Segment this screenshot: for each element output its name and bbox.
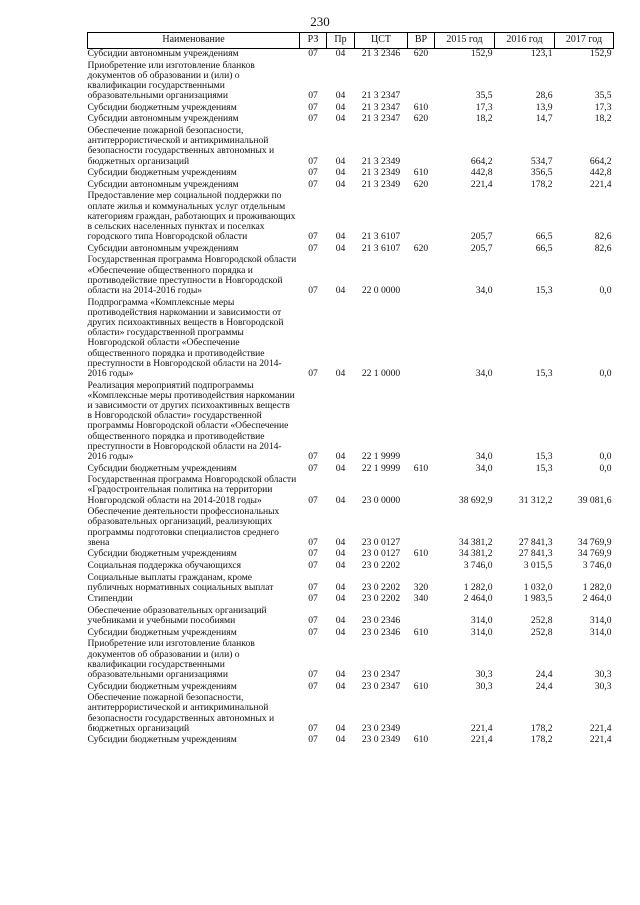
row-2016: 24,4 <box>535 680 553 692</box>
row-2015: 205,7 <box>470 242 493 254</box>
row-2016: 66,5 <box>535 231 553 243</box>
row-cst: 23 0 2202 <box>361 581 401 593</box>
row-2016: 178,2 <box>530 722 553 734</box>
row-2015: 314,0 <box>470 626 493 638</box>
row-vr <box>408 561 435 573</box>
row-cst: 23 0 2202 <box>361 593 401 605</box>
row-2015: 18,2 <box>475 113 493 125</box>
row-rz: 07 <box>308 231 318 243</box>
row-pr: 04 <box>335 90 346 102</box>
row-name <box>88 606 300 628</box>
row-name-text: Субсидии бюджетным учреждениям <box>87 548 237 560</box>
row-2016: 27 841,3 <box>518 536 553 548</box>
row-pr: 04 <box>335 178 346 190</box>
row-pr: 04 <box>335 155 346 167</box>
row-2016: 24,4 <box>535 668 553 680</box>
row-name-text: Подпрограмма «Комплексные меры противодействия наркомании и зависимости от других психоактивных веществ в Новгородской области» государственной программы Новгородской области «Обеспечение общественного порядка и противодействие преступности в Новгородской области на 2014-2016 годы» <box>87 296 284 379</box>
row-rz: 07 <box>308 462 318 474</box>
row-rz: 07 <box>308 734 318 746</box>
row-name <box>88 639 300 681</box>
row-vr: 320 <box>413 581 429 593</box>
row-2015: 3 746,0 <box>463 560 493 571</box>
row-2015: 34 381,2 <box>458 536 493 548</box>
row-rz: 07 <box>308 368 318 379</box>
row-rz: 07 <box>308 722 318 734</box>
row-vr: 610 <box>413 626 429 638</box>
row-2015: 221,4 <box>470 734 493 746</box>
table-row <box>88 298 614 381</box>
row-pr: 04 <box>335 668 346 680</box>
row-2016: 3 015,5 <box>523 560 553 571</box>
row-name <box>88 255 300 297</box>
table-row <box>88 475 614 507</box>
row-name-text: Субсидии бюджетным учреждениям <box>87 734 237 746</box>
row-name-text: Социальная поддержка обучающихся <box>87 560 242 571</box>
row-2015: 34,0 <box>475 451 493 463</box>
header-name: Наименование <box>88 33 300 49</box>
row-pr: 04 <box>335 581 346 593</box>
row-cst: 23 0 0000 <box>361 494 401 506</box>
header-2015: 2015 год <box>435 33 495 49</box>
row-cst: 21 3 2347 <box>361 90 401 102</box>
row-2017: 314,0 <box>589 626 612 638</box>
table-row <box>88 49 614 61</box>
row-name-text: Субсидии автономным учреждениям <box>87 178 239 190</box>
row-rz: 07 <box>308 284 318 296</box>
row-vr: 610 <box>413 462 429 474</box>
row-name <box>88 298 300 381</box>
row-2015: 30,3 <box>475 668 493 680</box>
row-2017: 18,2 <box>594 113 612 125</box>
row-2016: 13,9 <box>535 101 553 113</box>
row-pr: 04 <box>335 451 346 463</box>
row-rz: 07 <box>308 668 318 680</box>
row-rz: 07 <box>308 581 318 593</box>
row-2016: 66,5 <box>535 242 553 254</box>
row-2015: 34,0 <box>475 462 493 474</box>
row-2016: 27 841,3 <box>518 548 553 560</box>
row-2015: 34,0 <box>475 368 493 379</box>
row-name-text: Реализация мероприятий подпрограммы «Комплексные меры противодействия наркомании и зависимости от других психоактивных веществ в Новгородской области» государственной программы Новгородской области «Обеспечение общественного порядка и противодействие преступности в Новгородской области на 2014-2016 годы» <box>87 379 295 463</box>
row-cst: 21 3 6107 <box>361 242 401 254</box>
row-2015: 1 282,0 <box>463 581 493 593</box>
row-rz: 07 <box>308 178 318 190</box>
row-name-text: Социальные выплаты гражданам, кроме публичных нормативных социальных выплат <box>87 571 274 593</box>
row-pr: 04 <box>335 536 346 548</box>
row-2017: 314,0 <box>589 615 612 627</box>
table-row <box>88 693 614 735</box>
row-2017: 30,3 <box>594 680 612 692</box>
row-2016: 252,8 <box>530 626 553 638</box>
row-vr <box>408 475 435 507</box>
row-2017: 0,0 <box>599 462 612 474</box>
row-cst: 21 3 6107 <box>361 231 401 243</box>
row-2016: 15,3 <box>535 368 553 379</box>
row-name-text: Обеспечение образовательных организаций учебниками и учебными пособиями <box>87 604 267 627</box>
row-name-text: Субсидии автономным учреждениям <box>87 48 239 59</box>
row-2017: 82,6 <box>594 242 612 254</box>
table-row <box>88 61 614 103</box>
row-cst: 21 3 2349 <box>361 178 401 190</box>
row-rz: 07 <box>308 494 318 506</box>
row-vr: 620 <box>413 113 429 125</box>
row-name-text: Субсидии бюджетным учреждениям <box>87 462 237 474</box>
row-vr: 610 <box>413 680 429 692</box>
row-2015: 17,3 <box>475 101 493 113</box>
row-2017: 82,6 <box>594 231 612 243</box>
row-2017: 17,3 <box>594 101 612 113</box>
row-2016: 178,2 <box>530 178 553 190</box>
row-rz: 07 <box>308 548 318 560</box>
row-name-text: Субсидии бюджетным учреждениям <box>87 167 237 179</box>
row-2017: 0,0 <box>599 368 612 379</box>
row-rz: 07 <box>308 680 318 692</box>
row-rz: 07 <box>308 242 318 254</box>
row-rz: 07 <box>308 48 318 59</box>
row-vr <box>408 298 435 381</box>
row-pr: 04 <box>335 48 346 59</box>
row-vr: 620 <box>413 242 429 254</box>
row-vr <box>408 693 435 735</box>
row-pr: 04 <box>335 548 346 560</box>
row-pr: 04 <box>335 680 346 692</box>
row-2015: 35,5 <box>475 90 493 102</box>
row-2017: 664,2 <box>589 155 612 167</box>
row-name-text: Субсидии бюджетным учреждениям <box>87 680 237 692</box>
row-cst: 21 3 2349 <box>361 155 401 167</box>
row-pr: 04 <box>335 113 346 125</box>
table-row <box>88 573 614 595</box>
row-rz: 07 <box>308 167 318 179</box>
row-name-text: Обеспечение пожарной безопасности, антитеррористической и антикриминальной безопасности государственных автономных и бюджетных организаций <box>87 124 275 167</box>
row-name <box>88 126 300 168</box>
table-header-row <box>88 33 614 49</box>
row-2017: 34 769,9 <box>577 548 612 560</box>
row-cst: 23 0 2349 <box>361 722 401 734</box>
row-vr <box>408 381 435 464</box>
row-name-text: Субсидии автономным учреждениям <box>87 242 239 254</box>
row-vr: 340 <box>413 593 429 605</box>
row-2015: 221,4 <box>470 178 493 190</box>
row-2017: 2 464,0 <box>582 593 612 605</box>
row-cst: 21 3 2347 <box>361 101 401 113</box>
row-vr <box>408 255 435 297</box>
header-2017: 2017 год <box>555 33 614 49</box>
row-pr: 04 <box>335 722 346 734</box>
table-row <box>88 191 614 243</box>
row-pr: 04 <box>335 560 346 571</box>
row-cst: 23 0 2349 <box>361 734 401 746</box>
table-body <box>88 49 614 747</box>
row-pr: 04 <box>335 242 346 254</box>
row-vr: 610 <box>413 734 429 746</box>
row-2017: 30,3 <box>594 668 612 680</box>
header-cst: ЦСТ <box>355 33 408 49</box>
row-rz: 07 <box>308 560 318 571</box>
row-vr: 620 <box>413 178 429 190</box>
row-2017: 221,4 <box>589 722 612 734</box>
row-vr <box>408 606 435 628</box>
row-pr: 04 <box>335 167 346 179</box>
row-cst: 22 1 9999 <box>361 462 401 474</box>
row-name <box>88 507 300 549</box>
row-name <box>88 735 300 747</box>
row-pr: 04 <box>335 101 346 113</box>
row-pr: 04 <box>335 626 346 638</box>
header-rz: РЗ <box>300 33 327 49</box>
row-vr: 620 <box>413 48 429 59</box>
row-rz: 07 <box>308 155 318 167</box>
row-cst: 22 0 0000 <box>361 284 401 296</box>
row-2015: 38 692,9 <box>458 494 493 506</box>
row-rz: 07 <box>308 101 318 113</box>
row-cst: 23 0 2347 <box>361 668 401 680</box>
table-row <box>88 561 614 573</box>
row-2016: 356,5 <box>530 167 553 179</box>
row-name-text: Стипендии <box>87 593 133 605</box>
row-vr: 610 <box>413 167 429 179</box>
row-2017: 152,9 <box>589 48 612 59</box>
budget-table <box>87 32 614 747</box>
row-2015: 205,7 <box>470 231 493 243</box>
table-row <box>88 381 614 464</box>
row-cst: 21 3 2346 <box>361 48 401 59</box>
row-2017: 34 769,9 <box>577 536 612 548</box>
row-2017: 35,5 <box>594 90 612 102</box>
row-name-text: Приобретение или изготовление бланков документов об образовании и (или) о квалификации государственными образовательными организациями <box>87 59 255 102</box>
row-pr: 04 <box>335 734 346 746</box>
table-row <box>88 735 614 747</box>
page-number: 230 <box>310 14 330 29</box>
table-row <box>88 606 614 628</box>
row-name-text: Государственная программа Новгородской области «Градостроительная политика на территории Новгородской области на 2014-2018 годы» <box>87 474 297 506</box>
row-cst: 22 1 9999 <box>361 451 401 463</box>
row-name <box>88 475 300 507</box>
table-row <box>88 639 614 681</box>
table-row <box>88 507 614 549</box>
row-cst: 23 0 2347 <box>361 680 401 692</box>
row-name <box>88 573 300 595</box>
row-vr: 610 <box>413 548 429 560</box>
row-2015: 34 381,2 <box>458 548 493 560</box>
row-2017: 3 746,0 <box>582 560 612 571</box>
row-2015: 152,9 <box>470 48 493 59</box>
row-pr: 04 <box>335 593 346 605</box>
row-rz: 07 <box>308 451 318 463</box>
header-vr: ВР <box>408 33 435 49</box>
row-name <box>88 381 300 464</box>
row-rz: 07 <box>308 90 318 102</box>
row-2015: 34,0 <box>475 284 493 296</box>
row-rz: 07 <box>308 593 318 605</box>
row-cst: 21 3 2347 <box>361 113 401 125</box>
row-2016: 534,7 <box>530 155 553 167</box>
row-cst: 23 0 0127 <box>361 536 401 548</box>
row-cst: 21 3 2349 <box>361 167 401 179</box>
row-rz: 07 <box>308 536 318 548</box>
row-pr: 04 <box>335 368 346 379</box>
row-cst: 23 0 2346 <box>361 615 401 627</box>
row-vr <box>408 507 435 549</box>
row-name-text: Приобретение или изготовление бланков документов об образовании и (или) о квалификации государственными образовательными организациями <box>87 638 255 680</box>
row-name <box>88 49 300 61</box>
row-2015: 664,2 <box>470 155 493 167</box>
row-pr: 04 <box>335 284 346 296</box>
row-vr <box>408 61 435 103</box>
row-name-text: Субсидии бюджетным учреждениям <box>87 101 237 113</box>
budget-table-container <box>87 32 613 747</box>
row-rz: 07 <box>308 113 318 125</box>
row-2015: 442,8 <box>470 167 493 179</box>
row-pr: 04 <box>335 615 346 627</box>
row-name <box>88 693 300 735</box>
row-2016: 15,3 <box>535 284 553 296</box>
row-2016: 28,6 <box>535 90 553 102</box>
row-2015: 30,3 <box>475 680 493 692</box>
row-2017: 221,4 <box>589 734 612 746</box>
row-pr: 04 <box>335 462 346 474</box>
row-2017: 39 081,6 <box>577 494 612 506</box>
row-vr <box>408 639 435 681</box>
row-2017: 0,0 <box>599 284 612 296</box>
row-2015: 2 464,0 <box>463 593 493 605</box>
row-name-text: Предоставление мер социальной поддержки по оплате жилья и коммунальных услуг отдельным категориям граждан, работающих и проживающих в сельских населенных пунктах и поселках городского типа Новгородской области <box>87 190 296 243</box>
row-2016: 31 312,2 <box>518 494 553 506</box>
row-vr <box>408 191 435 243</box>
row-rz: 07 <box>308 615 318 627</box>
row-pr: 04 <box>335 231 346 243</box>
row-2016: 15,3 <box>535 462 553 474</box>
row-2017: 221,4 <box>589 178 612 190</box>
row-2017: 442,8 <box>589 167 612 179</box>
table-row <box>88 255 614 297</box>
row-2015: 221,4 <box>470 722 493 734</box>
row-vr: 610 <box>413 101 429 113</box>
header-pr: Пр <box>327 33 355 49</box>
row-2016: 123,1 <box>530 48 553 59</box>
row-name-text: Обеспечение деятельности профессиональных образовательных организаций, реализующих программы подготовки специалистов среднего звена <box>87 506 280 548</box>
row-2016: 178,2 <box>530 734 553 746</box>
row-2016: 15,3 <box>535 451 553 463</box>
header-2016: 2016 год <box>495 33 555 49</box>
row-2015: 314,0 <box>470 615 493 627</box>
row-name-text: Субсидии бюджетным учреждениям <box>87 626 237 638</box>
row-2016: 252,8 <box>530 615 553 627</box>
row-2017: 1 282,0 <box>582 581 612 593</box>
row-cst: 23 0 2346 <box>361 626 401 638</box>
row-name <box>88 561 300 573</box>
row-2016: 1 032,0 <box>523 581 553 593</box>
row-vr <box>408 126 435 168</box>
row-cst: 23 0 2202 <box>361 560 401 571</box>
row-cst: 22 1 0000 <box>361 368 401 379</box>
row-2017: 0,0 <box>599 451 612 463</box>
row-2016: 14,7 <box>535 113 553 125</box>
row-name <box>88 191 300 243</box>
row-name-text: Обеспечение пожарной безопасности, антитеррористической и антикриминальной безопасности государственных автономных и бюджетных организаций <box>87 692 275 734</box>
row-name-text: Государственная программа Новгородской области «Обеспечение общественного порядка и противодействие преступности в Новгородской области на 2014-2016 годы» <box>87 254 297 296</box>
row-name <box>88 61 300 103</box>
table-row <box>88 126 614 168</box>
row-2016: 1 983,5 <box>523 593 553 605</box>
row-rz: 07 <box>308 626 318 638</box>
row-cst: 23 0 0127 <box>361 548 401 560</box>
row-name-text: Субсидии автономным учреждениям <box>87 113 239 125</box>
row-pr: 04 <box>335 494 346 506</box>
